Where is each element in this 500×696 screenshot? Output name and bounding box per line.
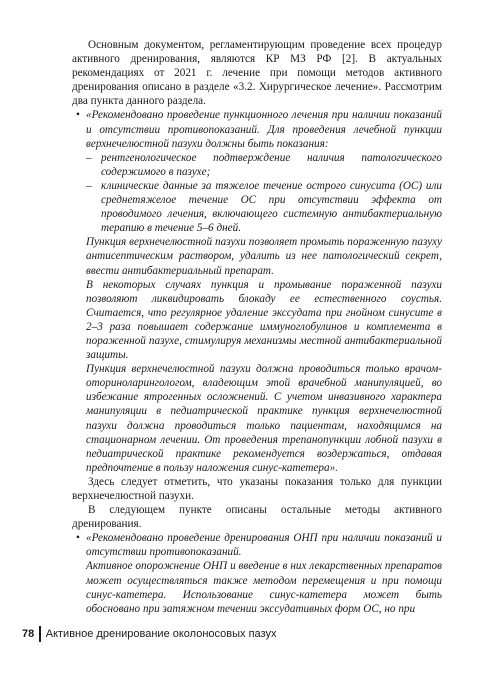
- paragraph-next-point: В следующем пункте описаны остальные методы активного дренирования.: [72, 504, 442, 531]
- dash-mark: –: [86, 151, 92, 164]
- bullet-recommendation-drainage: [72, 531, 442, 559]
- bullet-text: «Рекомендовано проведение дренирования ОНП при наличии показаний и отсутствии противопоказаний.: [86, 532, 442, 559]
- bullet-recommendation-puncture: [72, 108, 442, 150]
- page-number: 78: [22, 628, 35, 640]
- bullet-mark: •: [76, 109, 80, 122]
- bullet-mark: •: [76, 532, 80, 545]
- paragraph-intro: Основным документом, регламентирующим проведение всех процедур активного дренирования, являются КР МЗ РФ [2]. В актуальных рекомендациях от 2021 г. лечение при помощи методов активного дренирования описано в разделе «3.2. Хирургическое лечение». Рассмотрим два пункта данного раздела.: [72, 39, 442, 108]
- page-footer: [22, 626, 276, 642]
- paragraph-note: Здесь следует отметить, что указаны показания только для пункции верхнечелюстной пазухи.: [72, 475, 442, 502]
- quote-paragraph: Активное опорожнение ОНП и введение в них лекарственных препаратов может осуществляться также методом перемещения и при помощи синус-катетера. Использование синус-катетера может быть обосновано при затяжном течении экссудативных форм ОС, но при: [86, 560, 442, 615]
- body-text: [72, 38, 442, 616]
- quote-paragraph: Пункция верхнечелюстной пазухи должна проводиться только врачом-оториноларингологом, владеющим этой врачебной манипуляцией, во избежание ятрогенных осложнений. С учетом инвазивного характера манипуляции в педиатрической практике пункция верхнечелюстной пазухи должна проводиться только пациентам, находящимся на стационарном лечении. От проведения трепанопункции лобной пазухи в педиатрической практике рекомендуется воздержаться, отдавая предпочтение в пользу наложения синус-катетера».: [86, 363, 442, 474]
- footer-divider: [39, 626, 41, 642]
- dash-item-clinical: [72, 179, 442, 235]
- bullet-text: «Рекомендовано проведение пункционного лечения при наличии показаний и отсутствии противопоказаний. Для проведения лечебной пункции верхнечелюстной пазухи должны быть показания:: [86, 109, 442, 150]
- dash-item-xray: [72, 151, 442, 179]
- quote-paragraph: Пункция верхнечелюстной пазухи позволяет промыть пораженную пазуху антисептическим раствором, удалить из нее патологический секрет, ввести антибактериальный препарат.: [86, 236, 442, 277]
- dash-mark: –: [86, 179, 92, 192]
- running-title: Активное дренирование околоносовых пазух: [45, 628, 277, 640]
- dash-item-text: рентгенологическое подтверждение наличия патологического содержимого в пазухе;: [101, 151, 442, 178]
- quote-paragraph: В некоторых случаях пункция и промывание пораженной пазухи позволяют ликвидировать блокаду ее естественного соустья. Считается, что регулярное удаление экссудата при гнойном синусите в 2–3 раза повышает содержание иммуноглобулинов и комплемента в пораженной пазухе, стимулируя механизмы местной антибактериальной защиты.: [86, 278, 442, 362]
- dash-item-text: клинические данные за тяжелое течение острого синусита (ОС) или среднетяжелое течение ОС при отсутствии эффекта от проводимого лечения, включающего системную антибактериальную терапию в течение 5–6 дней.: [101, 179, 442, 235]
